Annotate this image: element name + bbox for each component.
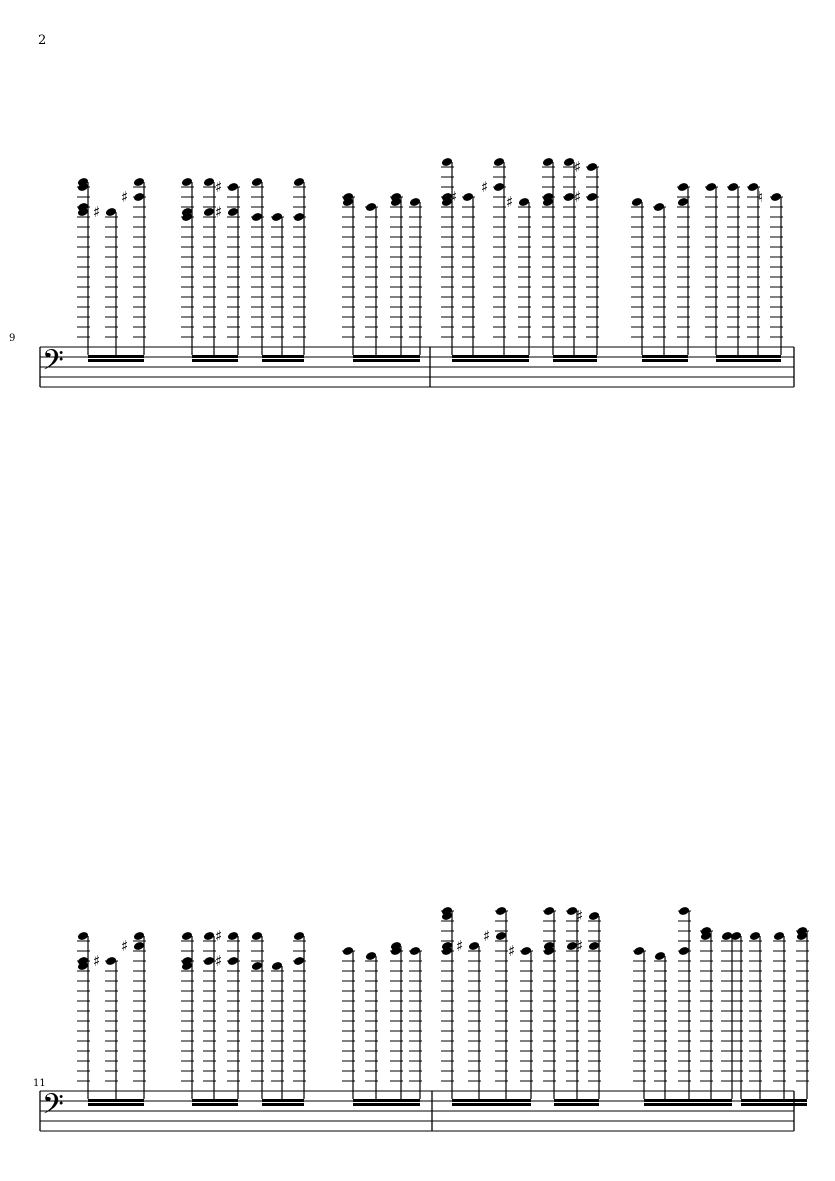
note-chord xyxy=(121,931,146,1099)
notehead xyxy=(342,946,354,956)
beam xyxy=(644,1099,732,1102)
notehead xyxy=(293,956,305,966)
notehead xyxy=(105,956,117,966)
notehead xyxy=(495,931,507,941)
notehead xyxy=(77,931,89,941)
note-chord xyxy=(483,906,508,1099)
beam xyxy=(88,1099,144,1102)
beam xyxy=(353,1103,420,1106)
bass-clef-icon: 𝄢 xyxy=(42,344,64,384)
sharp-icon: ♯ xyxy=(93,952,101,970)
notehead xyxy=(409,946,421,956)
beam xyxy=(452,1103,531,1106)
note-chord xyxy=(796,926,809,1099)
sharp-icon: ♯ xyxy=(483,927,491,945)
notehead xyxy=(203,956,215,966)
note-chord xyxy=(181,931,194,1099)
beam xyxy=(262,1099,304,1102)
notehead xyxy=(365,951,377,961)
sharp-icon: ♯ xyxy=(215,927,223,945)
note-chord xyxy=(633,946,646,1099)
beam xyxy=(452,1099,531,1102)
notehead xyxy=(133,931,145,941)
note-chord xyxy=(215,927,240,1099)
note-chord xyxy=(508,942,533,1099)
note-chord xyxy=(365,951,378,1099)
notehead xyxy=(468,941,480,951)
note-chord xyxy=(342,946,355,1099)
sharp-icon: ♯ xyxy=(121,188,129,206)
note-chord xyxy=(93,952,118,1099)
note-chord xyxy=(77,931,90,1099)
sharp-icon: ♯ xyxy=(456,937,464,955)
notehead xyxy=(227,931,239,941)
note-chord xyxy=(566,906,579,1099)
notehead xyxy=(773,931,785,941)
beam xyxy=(353,1099,420,1102)
note-chord xyxy=(271,961,284,1099)
note-chord xyxy=(409,946,422,1099)
beam xyxy=(192,1103,238,1106)
sharp-icon: ♯ xyxy=(574,188,582,206)
note-chord xyxy=(543,906,556,1099)
sharp-icon: ♯ xyxy=(481,178,489,196)
note-chord xyxy=(749,931,762,1099)
natural-icon: ♮ xyxy=(758,188,764,206)
note-chord xyxy=(390,941,403,1099)
bar-number: 9 xyxy=(9,333,16,344)
notehead xyxy=(543,906,555,916)
notehead xyxy=(203,931,215,941)
sharp-icon: ♯ xyxy=(215,952,223,970)
notehead xyxy=(520,946,532,956)
beam xyxy=(554,1099,599,1102)
notehead xyxy=(633,946,645,956)
beam xyxy=(741,1099,807,1102)
notehead xyxy=(495,906,507,916)
note-chord xyxy=(293,931,306,1099)
note-chord xyxy=(654,951,667,1099)
notehead xyxy=(678,946,690,956)
sharp-icon: ♯ xyxy=(576,907,584,925)
sharp-icon: ♯ xyxy=(93,203,101,221)
beam xyxy=(554,1103,599,1106)
sharp-icon: ♯ xyxy=(506,193,514,211)
beam xyxy=(644,1103,732,1106)
notehead xyxy=(588,911,600,921)
notehead xyxy=(293,931,305,941)
notehead xyxy=(749,931,761,941)
sharp-icon: ♯ xyxy=(574,158,582,176)
bass-clef-icon: 𝄢 xyxy=(42,1088,64,1128)
sharp-icon: ♯ xyxy=(450,188,458,206)
beam xyxy=(262,1103,304,1106)
beam xyxy=(192,1099,238,1102)
sharp-icon: ♯ xyxy=(121,937,129,955)
sharp-icon: ♯ xyxy=(508,942,516,960)
notehead xyxy=(678,906,690,916)
sharp-icon: ♯ xyxy=(215,203,223,221)
note-chord xyxy=(678,906,691,1099)
notehead xyxy=(181,931,193,941)
notehead xyxy=(251,931,263,941)
sharp-icon: ♯ xyxy=(576,937,584,955)
note-chord xyxy=(456,937,481,1099)
notehead xyxy=(271,961,283,971)
notehead xyxy=(227,956,239,966)
note-chord xyxy=(773,931,786,1099)
notehead xyxy=(654,951,666,961)
bar-number: 11 xyxy=(33,1078,46,1089)
beam xyxy=(88,1103,144,1106)
notehead xyxy=(251,961,263,971)
page-number: 2 xyxy=(38,33,47,48)
note-chord xyxy=(441,906,454,1099)
note-chord xyxy=(721,931,734,1099)
note-chord xyxy=(576,907,601,1099)
notehead xyxy=(588,941,600,951)
note-chord xyxy=(251,931,264,1099)
beam xyxy=(741,1103,807,1106)
note-chord xyxy=(700,926,713,1099)
notehead xyxy=(133,941,145,951)
sharp-icon: ♯ xyxy=(215,178,223,196)
